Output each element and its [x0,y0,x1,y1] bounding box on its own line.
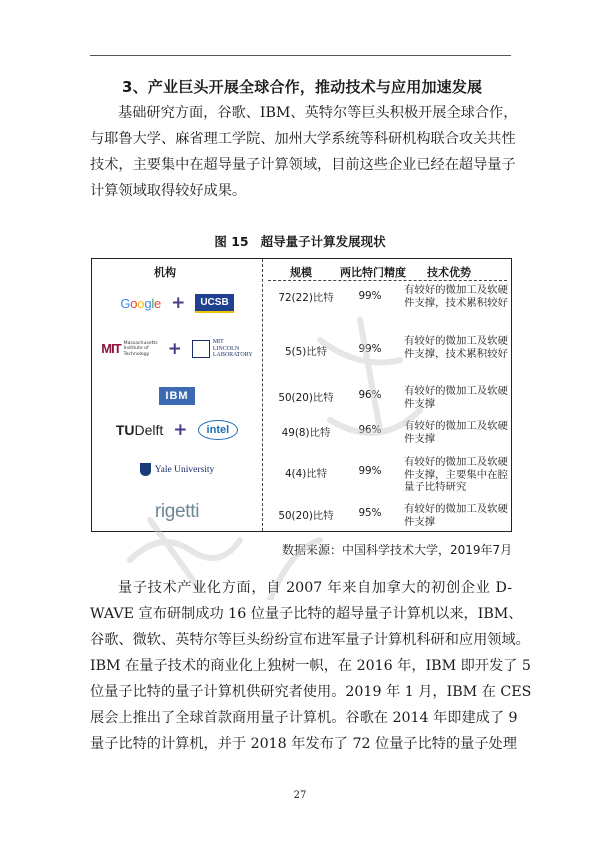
precision-cell: 99% [358,465,382,477]
section-heading: 3、产业巨头开展全球合作，推动技术与应用加速发展 [122,78,483,96]
paragraph-line: 基础研究方面，谷歌、IBM、英特尔等巨头积极开展全球合作， [118,105,518,121]
scale-cell: 4(4)比特 [284,468,328,480]
org-logos [92,420,262,440]
yale-name: Yale University [154,464,215,475]
scale-cell: 50(20)比特 [278,392,334,404]
precision-cell: 99% [358,290,382,302]
advantage-cell: 有较好的微加工及软硬件支撑 [404,503,508,528]
table-row [92,283,511,327]
table-row [92,501,511,529]
org-logos [92,339,262,359]
table-row [92,455,511,497]
header-scale: 规模 [290,266,312,279]
paragraph-line: WAVE 宣布研制成功 16 位量子比特的超导量子计算机以来，IBM、 [90,606,523,622]
org-logos [92,463,262,476]
comparison-table [91,258,512,532]
figure-title: 超导量子计算发展现状 [260,234,386,249]
lincoln-lab-name: MIT LINCOLN LABORATORY [212,339,253,359]
table-row [92,385,511,417]
precision-cell: 96% [358,389,382,401]
advantage-cell: 有较好的微加工及软硬件支撑 [404,420,508,445]
rigetti-logo: rigetti [154,501,200,522]
mit-logo [101,341,157,357]
org-logos [92,501,262,523]
page-number: 27 [293,790,307,801]
ucsb-logo: UCSB [195,294,233,313]
mit-name: Massachusetts Institute of Technology [123,341,158,357]
advantage-cell: 有较好的微加工及软硬件支撑 [404,385,508,410]
header-precision: 两比特门精度 [340,266,406,279]
plus-icon: + [167,339,182,359]
paragraph-research [90,100,518,204]
org-logos [92,293,262,313]
paragraph-line: 计算领域取得较好成果。 [90,183,247,199]
header-divider [268,280,507,281]
data-source: 数据来源：中国科学技术大学，2019年7月 [282,543,513,557]
scale-cell: 49(8)比特 [281,427,331,439]
precision-cell: 95% [358,507,382,519]
precision-cell: 96% [358,424,382,436]
paragraph-line: 量子比特的计算机，并于 2018 年发布了 72 位量子比特的量子处理 [90,736,517,752]
paragraph-line: 技术，主要集中在超导量子计算领域，目前这些企业已经在超导量子 [90,157,516,173]
lincoln-lab-emblem-icon [192,340,210,358]
lincoln-lab-logo [192,339,253,359]
mit-mark: MIT [101,341,121,357]
paragraph-line: 与耶鲁大学、麻省理工学院、加州大学系统等科研机构联合攻关共性 [90,131,516,147]
scale-cell: 50(20)比特 [278,510,334,522]
paragraph-line: 位量子比特的量子计算机供研究者使用。2019 年 1 月，IBM 在 CES [90,684,532,700]
table-row [92,419,511,453]
paragraph-line: 谷歌、微软、英特尔等巨头纷纷宣布进军量子计算机科研和应用领域。 [90,632,530,648]
header-rule [90,55,511,56]
table-row [92,333,511,381]
yale-logo [140,463,214,476]
advantage-cell: 有较好的微加工及软硬件支撑，主要集中在腔量子比特研究 [404,456,508,493]
figure-number: 图 15 [214,234,249,249]
yale-shield-icon [140,463,151,476]
org-logos [92,387,262,405]
plus-icon: + [171,293,186,313]
header-org: 机构 [154,266,176,279]
paragraph-industry [90,575,532,757]
paragraph-line: 展会上推出了全球首款商用量子计算机。谷歌在 2014 年即建成了 9 [90,710,518,726]
precision-cell: 99% [358,343,382,355]
tu-delft-logo: TUDelft [115,422,164,438]
ibm-logo: IBM [159,387,194,405]
header-advantage: 技术优势 [427,266,471,279]
paragraph-line: 量子技术产业化方面，自 2007 年来自加拿大的初创企业 D- [118,580,512,596]
scale-cell: 72(22)比特 [278,292,334,304]
scale-cell: 5(5)比特 [284,346,328,358]
plus-icon: + [173,420,188,440]
intel-logo: intel [198,420,239,440]
advantage-cell: 有较好的微加工及软硬件支撑，技术累积较好 [404,335,508,360]
figure-caption [0,232,600,250]
paragraph-line: IBM 在量子技术的商业化上独树一帜，在 2016 年，IBM 即开发了 5 [90,658,531,674]
google-logo: Google [120,295,162,311]
advantage-cell: 有较好的微加工及软硬件支撑，技术累积较好 [404,284,508,309]
